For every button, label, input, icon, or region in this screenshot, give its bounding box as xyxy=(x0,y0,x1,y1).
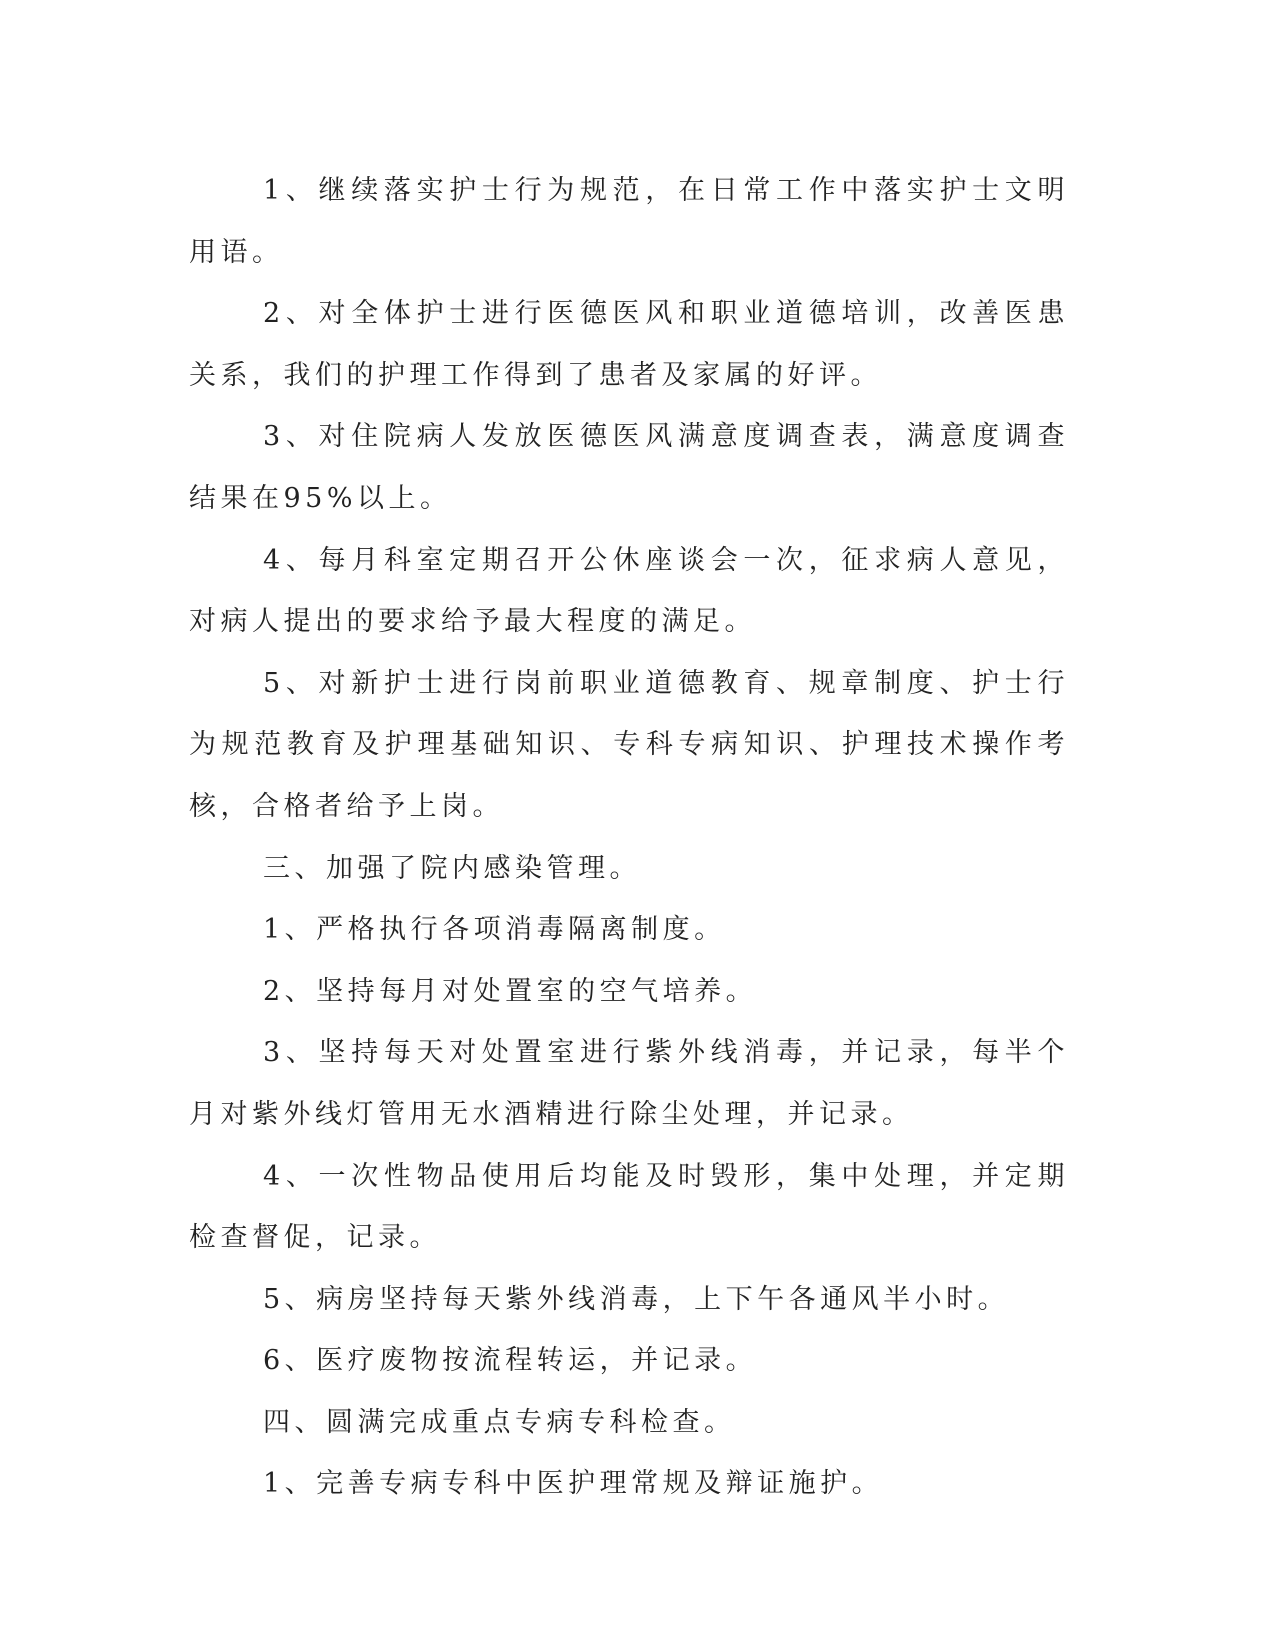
section-heading-3: 三、加强了院内感染管理。 xyxy=(263,852,641,884)
paragraph-9: 4、一次性物品使用后均能及时毁形，集中处理，并定期检查督促，记录。 xyxy=(189,1160,1069,1254)
paragraph-7: 2、坚持每月对处置室的空气培养。 xyxy=(263,975,758,1007)
paragraph-1: 1、继续落实护士行为规范，在日常工作中落实护士文明用语。 xyxy=(189,175,1069,268)
paragraph-3: 3、对住院病人发放医德医风满意度调查表，满意度调查结果在95%以上。 xyxy=(189,421,1069,514)
paragraph-2: 2、对全体护士进行医德医风和职业道德培训，改善医患关系，我们的护理工作得到了患者及家属的好评。 xyxy=(189,298,1069,391)
paragraph-5: 5、对新护士进行岗前职业道德教育、规章制度、护士行为规范教育及护理基础知识、专科专病知识、护理技术操作考核，合格者给予上岗。 xyxy=(189,667,1069,822)
paragraph-10: 5、病房坚持每天紫外线消毒，上下午各通风半小时。 xyxy=(263,1283,1010,1315)
section-heading-4: 四、圆满完成重点专病专科检查。 xyxy=(263,1406,736,1438)
paragraph-12: 1、完善专病专科中医护理常规及辩证施护。 xyxy=(263,1468,884,1500)
document-body xyxy=(189,160,1069,1515)
paragraph-4: 4、每月科室定期召开公休座谈会一次，征求病人意见，对病人提出的要求给予最大程度的满足。 xyxy=(189,544,1069,638)
paragraph-11: 6、医疗废物按流程转运，并记录。 xyxy=(263,1345,758,1377)
paragraph-6: 1、严格执行各项消毒隔离制度。 xyxy=(263,914,726,946)
paragraph-8: 3、坚持每天对处置室进行紫外线消毒，并记录，每半个月对紫外线灯管用无水酒精进行除尘处理，并记录。 xyxy=(189,1037,1069,1130)
